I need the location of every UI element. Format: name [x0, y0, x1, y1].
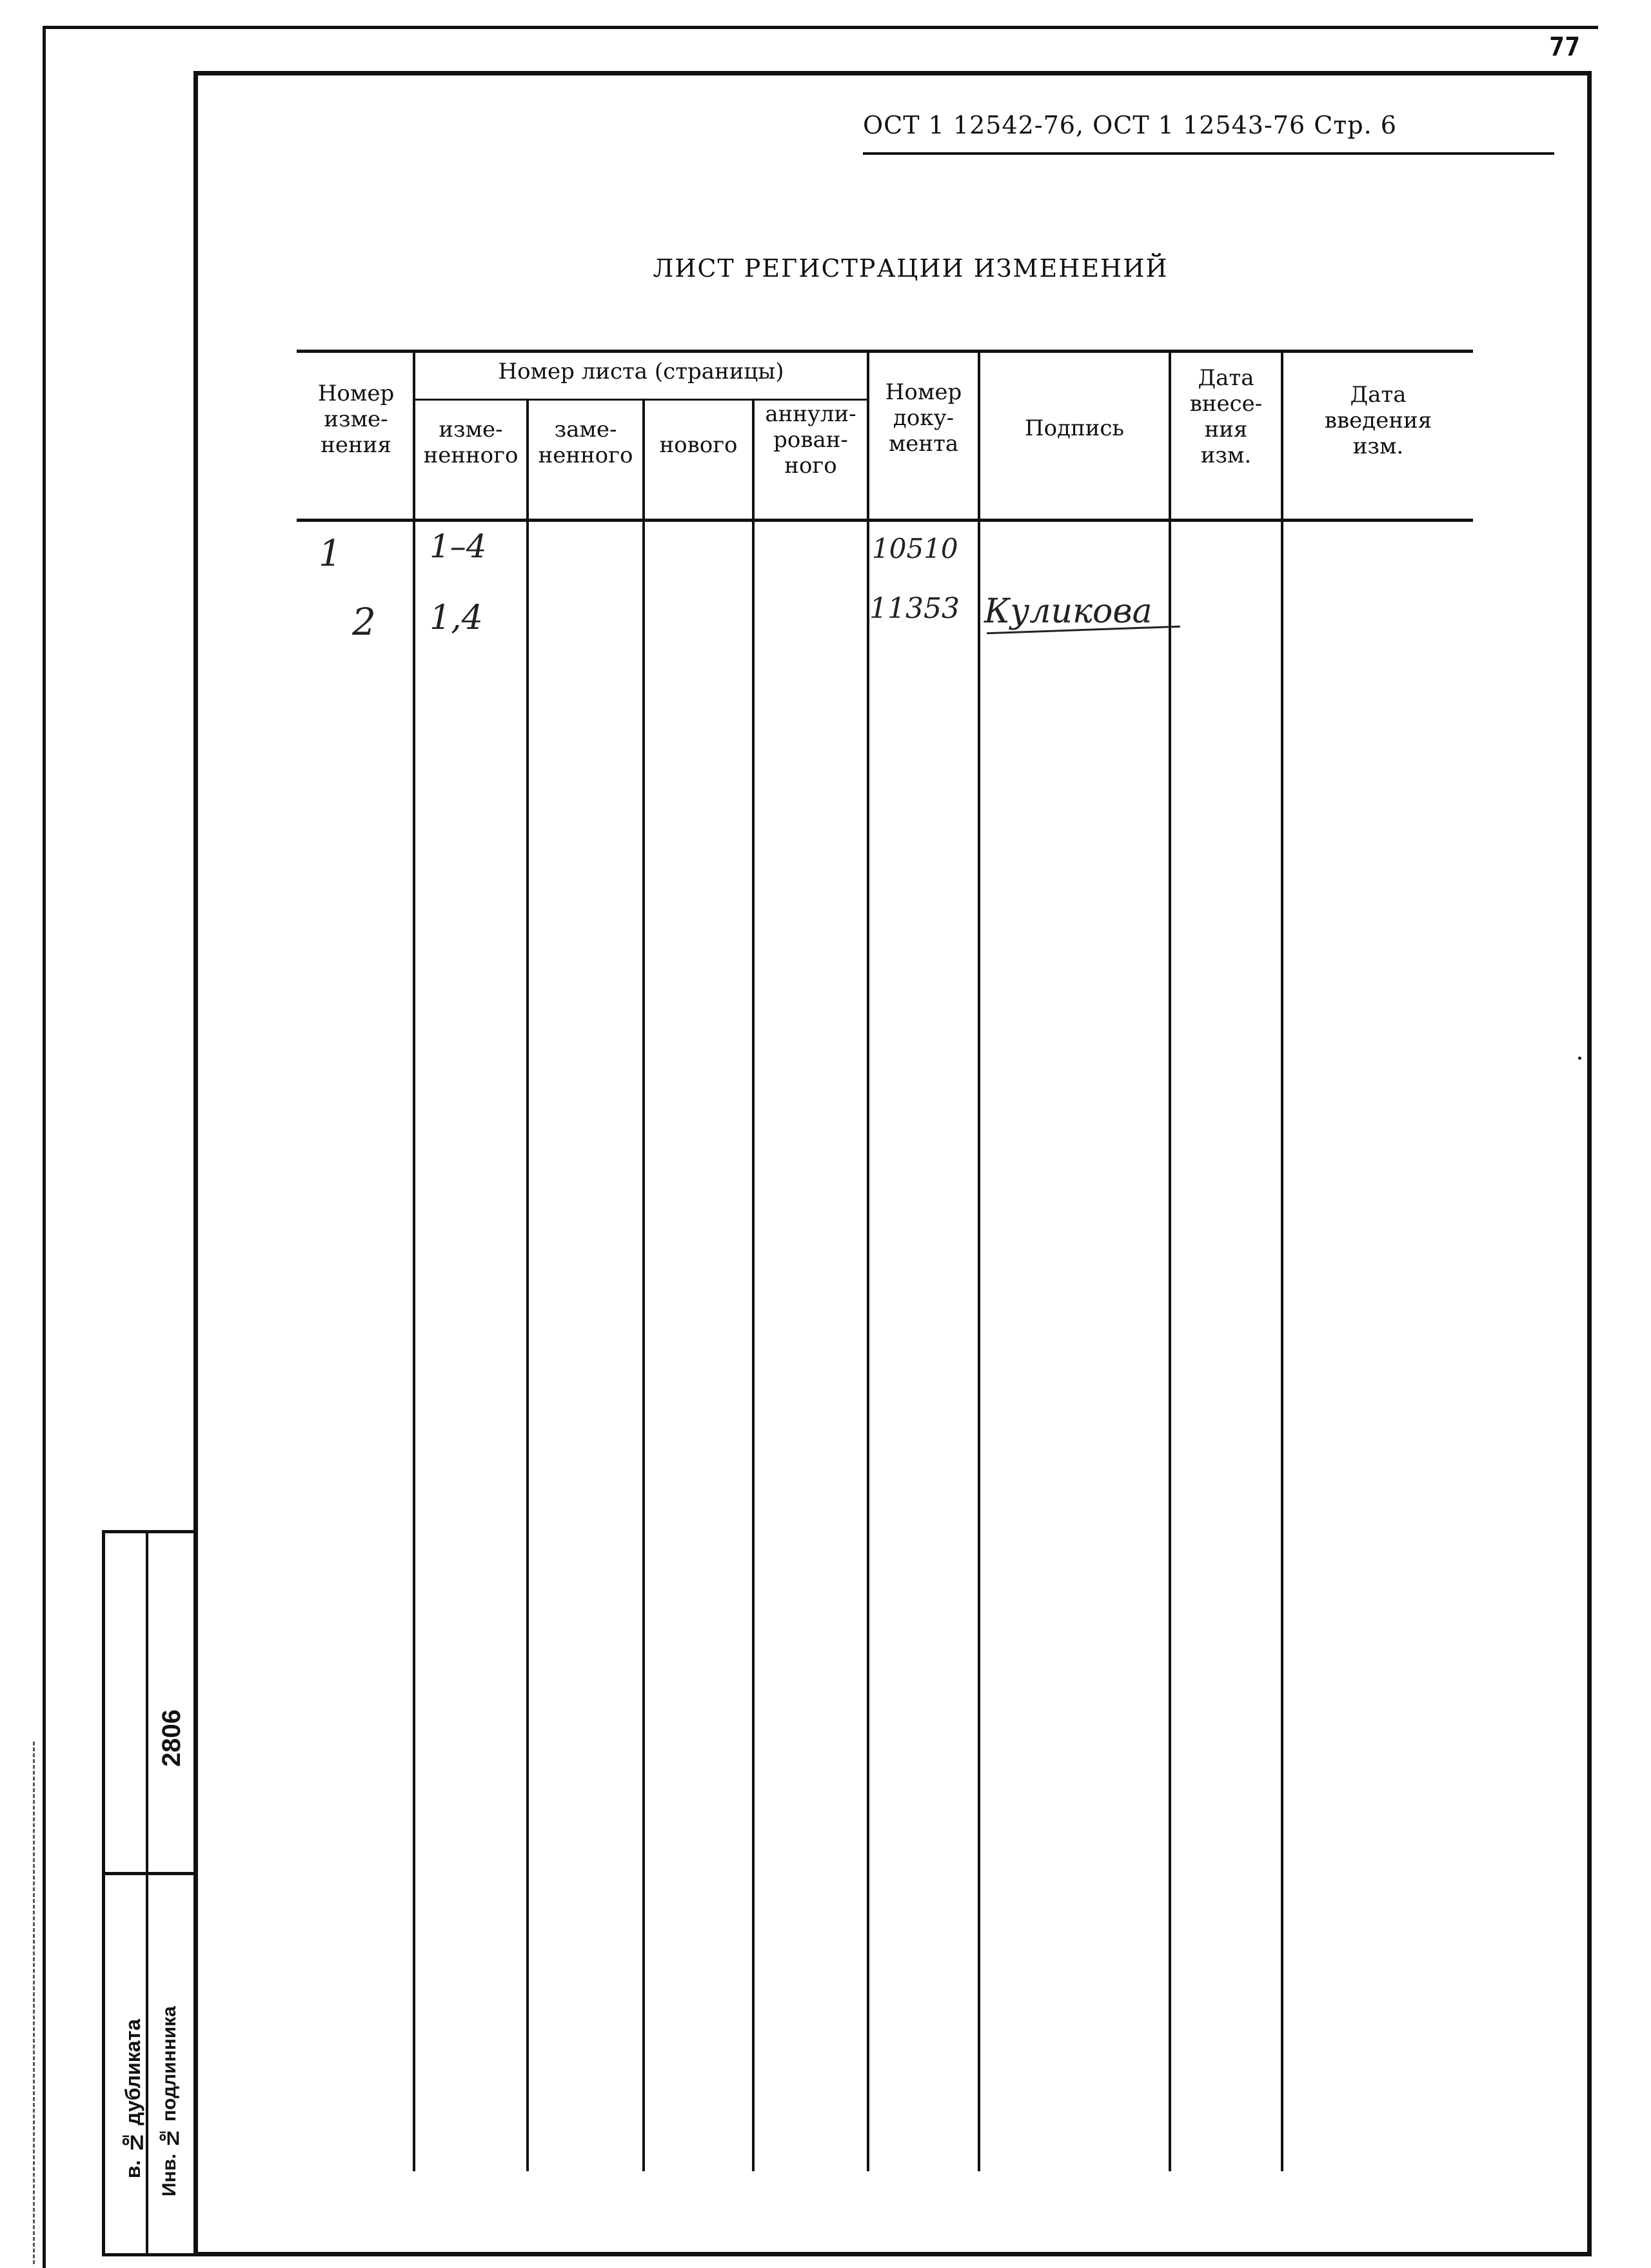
- outer-border-top: [43, 26, 1598, 29]
- page-title-text: ЛИСТ РЕГИСТРАЦИИ ИЗМЕНЕНИЙ: [653, 254, 1169, 283]
- table-header-rule: [297, 519, 1473, 522]
- document-code: ОСТ 1 12542-76, ОСТ 1 12543-76 Стр. 6: [863, 111, 1397, 139]
- stamp-column-divider: [146, 1530, 148, 2256]
- stamp-row-divider: [102, 1872, 193, 1875]
- original-inventory-number: 2806: [157, 1709, 186, 1767]
- header-changed: изме- ненного: [423, 417, 519, 468]
- outer-border-left: [43, 26, 46, 2268]
- row2-doc-number: 11353: [869, 592, 960, 625]
- col-divider: [752, 399, 755, 2171]
- page-number: 77: [1549, 32, 1581, 62]
- header-annulled: аннули- рован- ного: [765, 401, 856, 479]
- cut-line: [33, 1742, 35, 2264]
- row1-changed-sheets: 1–4: [430, 528, 487, 565]
- header-change-number: Номер изме- нения: [317, 381, 395, 458]
- page-title: [0, 254, 1651, 283]
- duplicate-number-label: в. № дубликата: [121, 2019, 144, 2179]
- row2-change-number: 2: [352, 600, 376, 644]
- sheet-group-subrule: [414, 399, 868, 401]
- header-new: нового: [659, 432, 738, 458]
- row2-signature: Куликова: [984, 592, 1152, 631]
- scan-dot: [1578, 1057, 1581, 1060]
- header-signature: Подпись: [1025, 415, 1124, 441]
- document-code-underline: [863, 152, 1554, 155]
- original-inventory-label: Инв. № подлинника: [159, 2006, 180, 2197]
- col-divider: [1281, 350, 1283, 2171]
- col-divider: [978, 350, 980, 2171]
- row2-changed-sheets: 1,4: [430, 599, 483, 637]
- row1-doc-number: 10510: [872, 533, 958, 564]
- header-entry-date: Дата внесе- ния изм.: [1189, 365, 1263, 468]
- col-divider: [413, 350, 415, 2171]
- col-divider: [526, 399, 529, 2171]
- header-replaced: заме- ненного: [538, 417, 633, 468]
- col-divider: [642, 399, 645, 2171]
- header-intro-date: Дата введения изм.: [1324, 382, 1432, 459]
- row1-change-number: 1: [319, 533, 342, 575]
- col-divider: [1169, 350, 1171, 2171]
- header-sheet-number-group: Номер листа (страницы): [498, 359, 784, 384]
- table-top-rule: [297, 350, 1473, 353]
- header-doc-number: Номер доку- мента: [885, 379, 962, 457]
